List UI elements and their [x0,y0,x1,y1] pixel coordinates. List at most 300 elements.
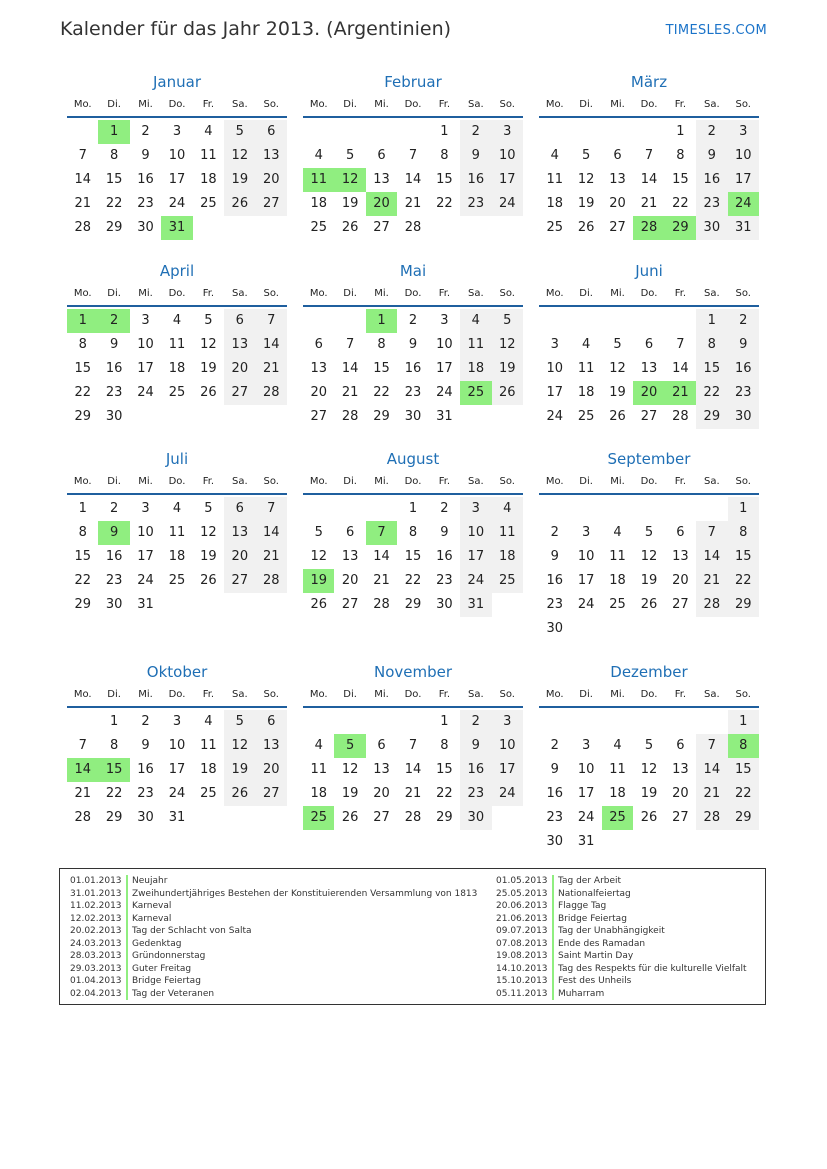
day-cell: 3 [492,120,523,144]
weekday-label: Sa. [231,99,248,110]
day-cell: 16 [460,168,491,192]
holiday-name: Tag der Veteranen [132,988,215,999]
day-cell: 19 [640,573,658,588]
weekday-label: Sa. [467,476,484,487]
day-cell: 11 [200,738,217,753]
day-cell: 29 [728,593,759,617]
day-cell: 5 [345,148,355,163]
day-cell: 31 [577,834,595,849]
day-cell: 29 [105,220,123,235]
day-cell: 24 [168,196,186,211]
holiday-name: Nationalfeiertag [558,888,631,899]
day-cell: 24 [137,573,154,588]
day-cell: 1 [67,309,98,333]
day-cell: 24 [546,409,563,424]
holiday-date: 15.10.2013 [496,976,548,986]
day-cell: 23 [137,786,154,801]
day-grid [303,307,523,429]
day-cell: 13 [672,762,689,777]
day-cell: 14 [696,758,727,782]
day-cell: 10 [137,337,154,352]
day-cell: 17 [492,758,523,782]
day-cell: 19 [200,549,217,564]
day-cell: 30 [105,597,123,612]
day-cell: 8 [728,521,759,545]
day-cell: 29 [728,806,759,830]
weekday-header [303,684,523,708]
day-cell: 4 [204,124,213,139]
weekday-label: Fr. [674,288,687,299]
day-cell: 30 [460,806,491,830]
day-cell: 12 [577,172,595,187]
holiday-marker [126,988,128,1001]
day-cell: 12 [224,144,255,168]
day-cell: 20 [224,545,255,569]
day-cell: 13 [609,172,626,187]
weekday-label: Do. [168,689,186,700]
day-cell: 5 [224,710,255,734]
holiday-date: 20.06.2013 [496,901,548,911]
day-cell: 10 [577,549,595,564]
day-cell: 23 [105,573,123,588]
weekday-label: Di. [579,288,593,299]
day-cell: 18 [492,545,523,569]
day-cell: 27 [373,810,390,825]
day-cell: 6 [377,148,386,163]
weekday-label: So. [499,99,515,110]
weekday-label: Mo. [545,288,564,299]
month-name: September [607,450,691,468]
day-cell: 29 [105,810,123,825]
day-cell: 2 [98,309,129,333]
day-cell: 13 [224,521,255,545]
day-cell: 30 [404,409,422,424]
holiday-marker [126,938,128,951]
day-cell: 5 [334,734,365,758]
day-cell: 17 [168,762,186,777]
day-empty [303,497,334,521]
weekday-header [539,283,759,307]
day-cell: 9 [460,734,491,758]
day-cell: 18 [200,172,217,187]
day-cell: 1 [440,714,449,729]
weekday-label: Mo. [73,476,92,487]
holiday-name: Neujahr [132,876,168,886]
holiday-marker [552,925,554,938]
day-empty [696,497,727,521]
holiday-name: Karneval [132,913,172,924]
weekday-label: Fr. [674,99,687,110]
holiday-date: 01.01.2013 [70,876,122,886]
day-cell: 7 [366,521,397,545]
day-cell: 19 [200,361,217,376]
holiday-date: 29.03.2013 [70,963,122,974]
weekday-header [303,283,523,307]
day-empty [570,497,601,521]
weekday-label: Mo. [73,288,92,299]
day-empty [602,120,633,144]
day-cell: 22 [74,573,91,588]
weekday-label: So. [499,689,515,700]
day-cell: 26 [609,409,626,424]
day-cell: 25 [577,409,595,424]
day-cell: 8 [728,734,759,758]
day-cell: 30 [105,409,123,424]
holiday-name: Zweihundertjähriges Bestehen der Konstituierenden Versammlung von 1813 [132,888,478,899]
day-cell: 16 [105,361,123,376]
day-empty [67,710,98,734]
day-empty [303,309,334,333]
day-cell: 15 [404,549,422,564]
day-cell: 19 [492,357,523,381]
day-cell: 3 [492,710,523,734]
holiday-marker [552,900,554,913]
month-name: Juni [635,262,663,280]
day-cell: 18 [200,762,217,777]
day-cell: 18 [168,549,186,564]
holiday-date: 12.02.2013 [70,913,122,924]
weekday-label: Mo. [545,689,564,700]
month-februar [303,70,523,240]
holiday-name: Karneval [132,901,172,911]
month-januar [67,70,287,240]
month-name: Januar [153,73,201,91]
day-cell: 19 [341,196,359,211]
day-empty [334,710,365,734]
day-cell: 30 [728,405,759,429]
day-empty [334,120,365,144]
weekday-label: Sa. [231,288,248,299]
holiday-name: Bridge Feiertag [558,913,627,924]
day-cell: 6 [676,525,685,540]
day-cell: 14 [373,549,390,564]
brand-link[interactable]: TIMESLES.COM [665,23,767,38]
day-cell: 29 [74,597,91,612]
day-grid [539,307,759,429]
day-grid [67,495,287,617]
day-cell: 30 [137,220,154,235]
day-cell: 7 [644,148,654,163]
day-cell: 11 [577,361,595,376]
day-cell: 1 [440,124,449,139]
weekday-header [303,94,523,118]
day-cell: 4 [172,313,182,328]
month-dezember [539,660,759,854]
day-cell: 20 [310,385,327,400]
day-cell: 1 [78,501,87,516]
day-cell: 10 [460,521,491,545]
day-cell: 7 [408,738,418,753]
day-cell: 2 [728,309,759,333]
day-grid [303,118,523,240]
day-cell: 28 [74,220,91,235]
weekday-label: Mi. [374,99,389,110]
legend-column-right [496,875,747,1000]
day-cell: 31 [728,216,759,240]
holiday-name: Tag der Arbeit [558,876,622,886]
day-cell: 23 [436,573,453,588]
day-cell: 5 [204,501,213,516]
day-cell: 18 [168,361,186,376]
day-cell: 15 [436,762,453,777]
day-cell: 7 [256,309,287,333]
day-cell: 14 [341,361,359,376]
day-cell: 30 [436,597,453,612]
day-cell: 3 [460,497,491,521]
month-oktober [67,660,287,830]
day-cell: 8 [696,333,727,357]
month-name: April [159,262,195,280]
weekday-label: Do. [168,288,186,299]
day-cell: 4 [314,148,323,163]
day-cell: 18 [577,385,595,400]
day-cell: 17 [577,573,595,588]
day-cell: 24 [460,569,491,593]
day-cell: 31 [137,597,154,612]
weekday-label: Fr. [438,476,451,487]
weekday-label: So. [735,288,751,299]
day-cell: 28 [672,409,689,424]
weekday-header [67,471,287,495]
day-cell: 12 [640,762,658,777]
day-cell: 5 [492,309,523,333]
holiday-date: 05.11.2013 [496,988,548,999]
weekday-label: So. [499,476,515,487]
day-cell: 12 [640,549,658,564]
holiday-marker [552,875,554,888]
day-cell: 19 [577,196,595,211]
weekday-label: So. [735,689,751,700]
day-cell: 29 [373,409,390,424]
day-cell: 19 [341,786,359,801]
day-cell: 25 [200,196,217,211]
weekday-label: So. [263,476,279,487]
day-cell: 27 [672,597,689,612]
day-cell: 25 [609,597,626,612]
holiday-date: 20.02.2013 [70,926,122,936]
day-cell: 22 [696,381,727,405]
legend-item [496,913,747,926]
day-cell: 26 [341,810,359,825]
day-cell: 15 [696,357,727,381]
day-cell: 12 [224,734,255,758]
day-cell: 8 [109,738,119,753]
day-cell: 16 [137,172,154,187]
weekday-label: So. [263,689,279,700]
day-cell: 4 [550,148,559,163]
day-cell: 3 [172,124,182,139]
day-cell: 17 [728,168,759,192]
holiday-name: Tag der Schlacht von Salta [132,926,252,936]
day-cell: 28 [74,810,91,825]
day-cell: 14 [640,172,658,187]
day-cell: 14 [256,333,287,357]
day-cell: 5 [314,525,323,540]
day-cell: 8 [408,525,418,540]
day-empty [696,710,727,734]
day-empty [366,497,397,521]
day-cell: 28 [404,220,422,235]
day-cell: 13 [373,762,390,777]
day-cell: 26 [224,192,255,216]
day-cell: 23 [460,782,491,806]
day-cell: 19 [224,168,255,192]
day-cell: 12 [334,168,365,192]
day-cell: 2 [550,525,559,540]
day-cell: 18 [546,196,563,211]
day-cell: 21 [256,357,287,381]
day-cell: 1 [696,309,727,333]
legend-item [496,950,747,963]
day-cell: 8 [78,337,87,352]
weekday-label: Fr. [438,689,451,700]
weekday-label: Sa. [231,689,248,700]
day-cell: 4 [314,738,323,753]
day-empty [539,497,570,521]
weekday-label: Mo. [309,288,328,299]
day-cell: 28 [373,597,390,612]
day-grid [539,495,759,641]
holiday-name: Muharram [558,988,605,999]
day-cell: 9 [109,337,119,352]
day-cell: 22 [672,196,689,211]
month-november [303,660,523,830]
weekday-label: Mi. [374,288,389,299]
day-cell: 15 [436,172,453,187]
day-cell: 24 [577,810,595,825]
day-empty [665,309,696,333]
day-cell: 13 [373,172,390,187]
holiday-marker [552,963,554,976]
day-empty [539,309,570,333]
day-cell: 1 [366,309,397,333]
day-cell: 7 [345,337,355,352]
day-cell: 26 [577,220,595,235]
holiday-marker [126,963,128,976]
weekday-label: Fr. [202,476,215,487]
day-cell: 13 [310,361,327,376]
day-cell: 3 [141,501,150,516]
day-cell: 27 [640,409,658,424]
day-cell: 27 [672,810,689,825]
day-cell: 21 [373,573,390,588]
weekday-header [539,471,759,495]
weekday-label: Do. [640,288,658,299]
day-cell: 23 [460,192,491,216]
day-cell: 8 [440,148,449,163]
day-cell: 2 [440,501,449,516]
day-empty [665,710,696,734]
day-cell: 10 [577,762,595,777]
day-cell: 6 [644,337,654,352]
legend-column-left [70,875,477,1000]
day-cell: 8 [676,148,685,163]
weekday-label: Fr. [202,99,215,110]
day-cell: 10 [168,148,186,163]
day-cell: 15 [672,172,689,187]
holiday-name: Tag des Respekts für die kulturelle Vielfalt [558,963,747,974]
day-cell: 23 [546,810,563,825]
day-cell: 4 [492,497,523,521]
holiday-marker [126,900,128,913]
day-cell: 16 [728,357,759,381]
weekday-label: Do. [168,476,186,487]
day-cell: 15 [105,172,123,187]
day-cell: 27 [224,381,255,405]
legend-item [70,988,477,1001]
day-cell: 14 [404,172,422,187]
holiday-date: 01.04.2013 [70,976,122,986]
legend-item [496,988,747,1001]
weekday-label: Mi. [610,288,625,299]
day-empty [334,497,365,521]
weekday-label: Mo. [545,476,564,487]
day-empty [334,309,365,333]
weekday-label: Sa. [703,99,720,110]
day-cell: 12 [200,337,217,352]
day-cell: 26 [640,597,658,612]
weekday-label: Sa. [467,689,484,700]
day-cell: 21 [74,196,91,211]
day-cell: 24 [168,786,186,801]
day-cell: 2 [141,714,150,729]
holiday-date: 01.05.2013 [496,876,548,886]
day-cell: 2 [696,120,727,144]
weekday-label: Do. [168,99,186,110]
holiday-name: Fest des Unheils [558,976,632,986]
weekday-label: Mo. [309,476,328,487]
holiday-name: Flagge Tag [558,901,607,911]
day-empty [633,309,664,333]
weekday-label: Di. [579,99,593,110]
day-cell: 31 [161,216,192,240]
day-cell: 20 [341,573,359,588]
holiday-name: Guter Freitag [132,963,192,974]
day-cell: 22 [105,196,123,211]
day-cell: 16 [696,168,727,192]
weekday-label: So. [499,288,515,299]
day-empty [633,120,664,144]
day-cell: 27 [341,597,359,612]
day-empty [366,710,397,734]
day-cell: 13 [640,361,658,376]
day-empty [303,120,334,144]
day-cell: 14 [404,762,422,777]
weekday-label: So. [735,99,751,110]
holiday-marker [126,913,128,926]
day-cell: 30 [696,216,727,240]
day-cell: 12 [341,762,359,777]
day-cell: 24 [492,782,523,806]
weekday-label: Di. [343,476,357,487]
day-cell: 20 [256,168,287,192]
weekday-label: Fr. [202,288,215,299]
day-cell: 22 [728,569,759,593]
day-cell: 24 [577,597,595,612]
day-cell: 15 [98,758,129,782]
day-cell: 1 [408,501,418,516]
day-cell: 9 [98,521,129,545]
day-cell: 3 [581,738,591,753]
day-cell: 10 [168,738,186,753]
day-cell: 9 [728,333,759,357]
day-cell: 23 [728,381,759,405]
day-cell: 8 [109,148,119,163]
day-cell: 26 [640,810,658,825]
day-cell: 30 [137,810,154,825]
day-cell: 21 [341,385,359,400]
weekday-label: Sa. [703,476,720,487]
